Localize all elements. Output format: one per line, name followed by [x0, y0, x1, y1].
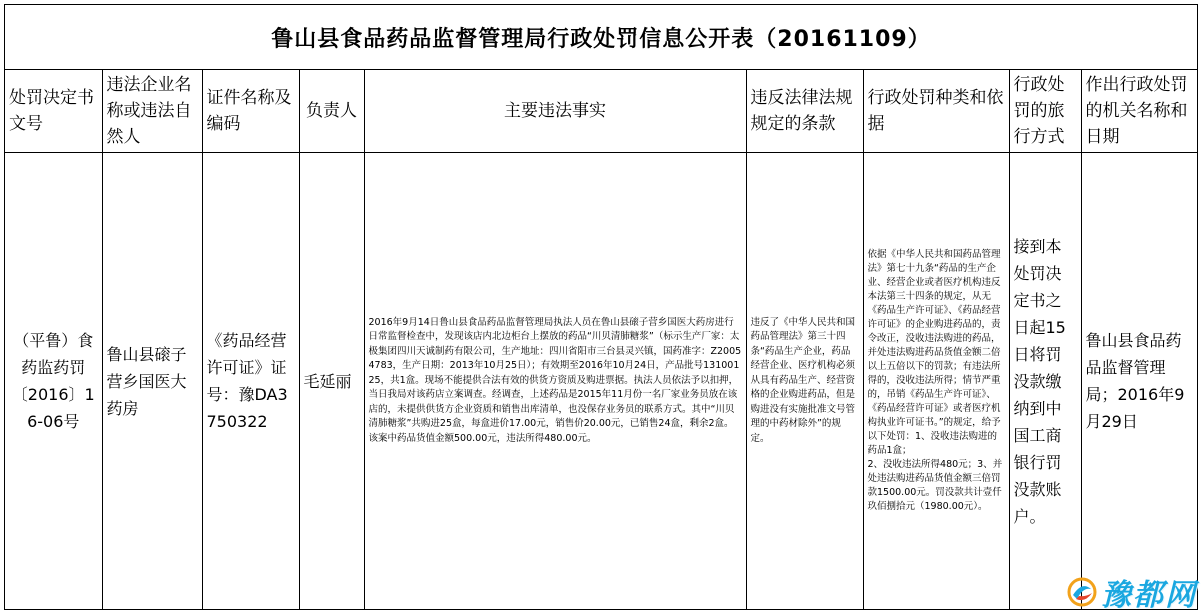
penalty-basis-text: 依据《中华人民共和国药品管理法》第七十九条“药品的生产企业、经营企业或者医疗机构违反本法第三十四条的规定，从无《药品生产许可证》、《药品经营许可证》的企业购进药品的，责令改正，没收违法购进的药品，并处违法购进药品货值金额二倍以上五倍以下的罚款；有违法所得的，没收违法所得；情节严重的，吊销《药品生产许可证》、《药品经营许可证》或者医疗机构执业许可证书。”的规定，给予以下处罚：1、没收违法购进的药品1盒；	[867, 249, 1001, 456]
cell-responsible: 毛延丽	[299, 153, 364, 610]
cell-authority: 鲁山县食品药品监督管理局；2016年9月29日	[1081, 153, 1197, 610]
cell-decision-no: （平鲁）食药监药罚〔2016〕16-06号	[5, 153, 102, 610]
watermark-text: 豫都网	[1101, 578, 1197, 613]
header-license: 证件名称及编码	[202, 70, 299, 153]
cell-penalty	[863, 153, 1009, 610]
penalty-items-text: 2、没收违法所得480元；3、并处违法购进药品货值金额三倍罚款1500.00元。罚没款共计壹仟玖佰捌拾元（1980.00元）。	[867, 459, 1003, 512]
site-watermark	[1067, 572, 1197, 612]
header-execution: 行政处罚的旅行方式	[1009, 70, 1081, 153]
header-responsible: 负责人	[299, 70, 364, 153]
header-authority: 作出行政处罚的机关名称和日期	[1081, 70, 1197, 153]
header-facts: 主要违法事实	[364, 70, 746, 153]
header-law: 违反法律法规规定的条款	[746, 70, 863, 153]
header-penalty: 行政处罚种类和依据	[863, 70, 1009, 153]
cell-violator: 鲁山县磙子营乡国医大药房	[102, 153, 202, 610]
penalty-info-sheet	[4, 4, 1198, 610]
yudu-swirl-logo-icon	[1067, 577, 1097, 607]
cell-license: 《药品经营许可证》证号：豫DA3750322	[202, 153, 299, 610]
header-decision-no: 处罚决定书文号	[5, 70, 102, 153]
table-row	[5, 153, 1197, 610]
penalty-table	[5, 70, 1197, 609]
cell-execution: 接到本处罚决定书之日起15日将罚没款缴纳到中国工商银行罚没款账户。	[1009, 153, 1081, 610]
header-row	[5, 70, 1197, 153]
cell-facts: 2016年9月14日鲁山县食品药品监督管理局执法人员在鲁山县磙子营乡国医大药房进行日常监督检查中，发现该店内北边柜台上摆放的药品“川贝清肺糖浆”（标示生产厂家：太极集团四川天诚制药有限公司，生产地址：四川省阳市三台县灵兴镇，国药准字：Z20054783，生产日期：2013年10月25日）；有效期至2016年10月24日，产品批号13100125，共1盒。现场不能提供合法有效的供货方资质及购进票据。执法人员依法予以扣押，当日我局对该药店立案调查。经调查，上述药品是2015年11月份一名厂家业务员放在该店的，未提供供货方企业资质和销售出库清单，也没保存业务员的联系方式。其中“川贝清肺糖浆”共购进25盒，每盒进价17.00元，销售价20.00元，已销售24盒，剩余2盒。该案中药品货值金额500.00元，违法所得480.00元。	[364, 153, 746, 610]
document-title: 鲁山县食品药品监督管理局行政处罚信息公开表（20161109）	[5, 5, 1197, 70]
cell-law: 违反了《中华人民共和国药品管理法》第三十四条“药品生产企业，药品经营企业、医疗机构必须从具有药品生产、经营资格的企业购进药品，但是购进没有实施批准文号管理的中药材除外”的规定。	[746, 153, 863, 610]
header-violator: 违法企业名称或违法自然人	[102, 70, 202, 153]
